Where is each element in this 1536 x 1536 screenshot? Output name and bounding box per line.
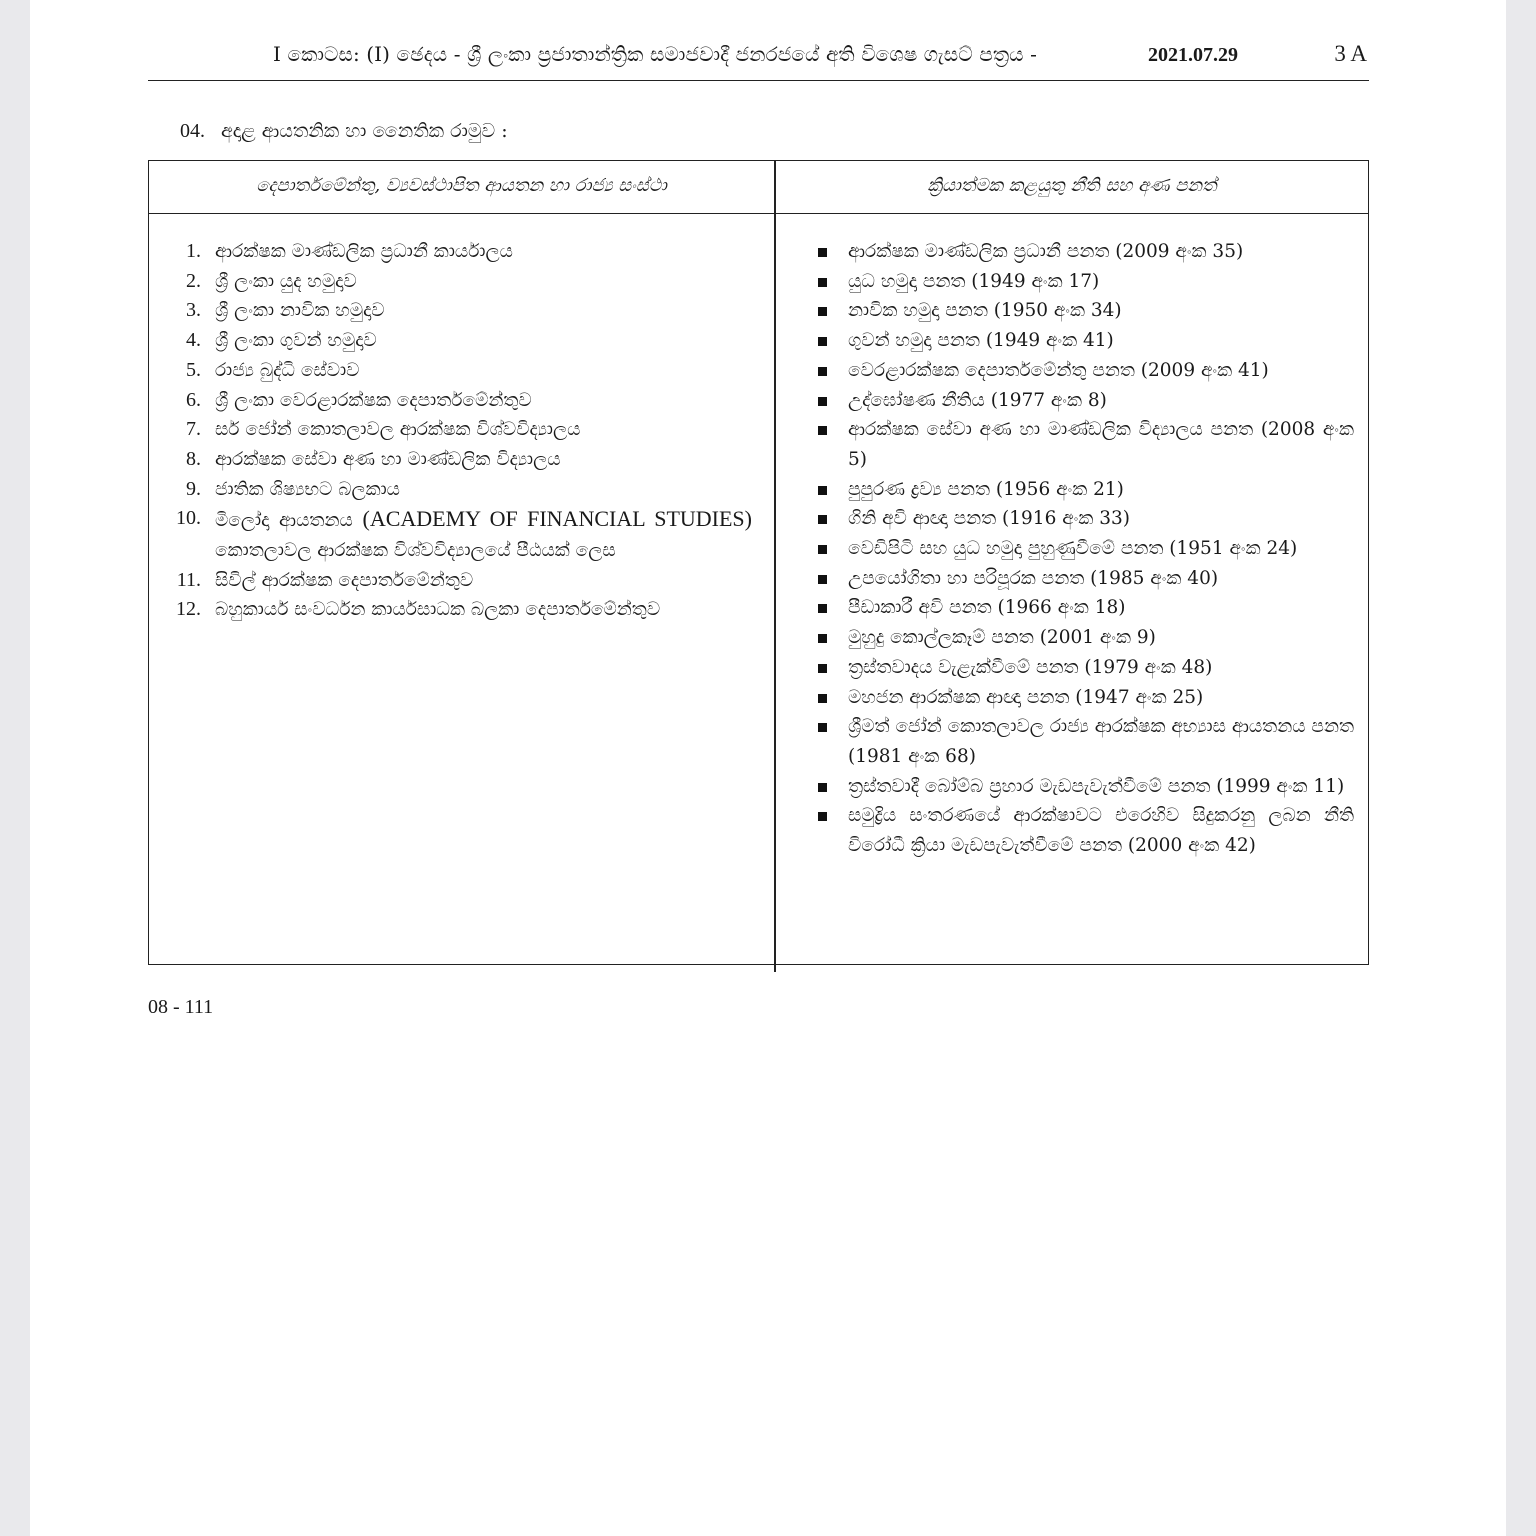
list-item bbox=[776, 712, 1368, 771]
list-item bbox=[149, 267, 774, 297]
list-item bbox=[776, 653, 1368, 683]
list-item bbox=[776, 623, 1368, 653]
list-item bbox=[776, 237, 1368, 267]
item-text: ශ්‍රී ලංකා යුද හමුදාව bbox=[215, 270, 357, 292]
list-item bbox=[149, 566, 774, 596]
list-item bbox=[149, 445, 774, 475]
list-item bbox=[149, 237, 774, 267]
item-number: 11. bbox=[176, 568, 201, 591]
list-item bbox=[776, 415, 1368, 474]
gazette-page bbox=[30, 0, 1506, 1536]
item-text: වෙරළාරක්ෂක දෙපාර්තමේන්තු පනත (2009 අංක 41) bbox=[848, 359, 1269, 381]
list-item bbox=[776, 593, 1368, 623]
table-header-institutions: දෙපාර්තමේන්තු, ව්‍යවස්ථාපිත ආයතන හා රාජ්‍ය සංස්ථා bbox=[256, 175, 667, 196]
laws-list bbox=[776, 237, 1368, 861]
item-number: 8. bbox=[186, 447, 201, 470]
item-text: රාජ්‍ය බුද්ධි සේවාව bbox=[215, 359, 360, 381]
item-number: 3. bbox=[186, 299, 201, 322]
item-text: මිලෝදා ආයතනය bbox=[215, 510, 363, 532]
section-number: 04. bbox=[180, 120, 205, 142]
square-bullet-icon bbox=[818, 515, 827, 524]
item-text: ශ්‍රී ලංකා නාවික හමුදාව bbox=[215, 300, 385, 322]
list-item bbox=[776, 386, 1368, 416]
item-text: ශ්‍රී ලංකා වෙරළාරක්ෂක දෙපාර්තමේන්තුව bbox=[215, 389, 532, 411]
item-text: ආරක්ෂක සේවා අණ හා මාණ්ඩලික විද්‍යාලය පනත (2008 අංක 5) bbox=[848, 419, 1354, 470]
item-text: මුහුදු කොල්ලකෑම් පනත (2001 අංක 9) bbox=[848, 627, 1156, 649]
section-heading bbox=[180, 120, 508, 143]
square-bullet-icon bbox=[818, 604, 827, 613]
item-number: 7. bbox=[186, 418, 201, 441]
square-bullet-icon bbox=[818, 723, 827, 732]
square-bullet-icon bbox=[818, 307, 827, 316]
square-bullet-icon bbox=[818, 367, 827, 376]
item-text: නාවික හමුදා පනත (1950 අංක 34) bbox=[848, 300, 1122, 322]
item-text: සමුද්‍රිය සංතරණයේ ආරක්ෂාවට එරෙහිව සිදුකරනු ලබන නීති විරෝධී ක්‍රියා මැඩපැවැත්වීමේ පනත (2000 අංක 42) bbox=[848, 805, 1354, 857]
item-text: පුපුරණ ද්‍රව්‍ය පනත (1956 අංක 21) bbox=[848, 478, 1124, 500]
item-text: පීඩාකාරී අවි පනත (1966 අංක 18) bbox=[848, 597, 1126, 619]
item-text: ආරක්ෂක මාණ්ඩලික ප්‍රධානී පනත (2009 අංක 35) bbox=[848, 241, 1244, 262]
framework-table bbox=[148, 160, 1369, 965]
item-number: 10. bbox=[176, 507, 201, 530]
item-text: උපයෝගිතා හා පරිපූරක පනත (1985 අංක 40) bbox=[848, 567, 1219, 589]
list-item bbox=[776, 564, 1368, 594]
table-header-laws: ක්‍රියාත්මක කළයුතු නීති සහ අණ පනත් bbox=[927, 175, 1217, 196]
list-item bbox=[776, 801, 1368, 860]
header-page-number: 3 A bbox=[1334, 41, 1367, 66]
list-item bbox=[149, 356, 774, 386]
section-title: අදාළ ආයතනික හා නෛතික රාමුව : bbox=[221, 120, 508, 142]
square-bullet-icon bbox=[818, 426, 827, 435]
item-number: 2. bbox=[186, 269, 201, 292]
square-bullet-icon bbox=[818, 248, 827, 257]
item-text: යුධ හමුදා පනත (1949 අංක 17) bbox=[848, 270, 1100, 292]
square-bullet-icon bbox=[818, 337, 827, 346]
square-bullet-icon bbox=[818, 278, 827, 287]
list-item bbox=[149, 504, 774, 565]
item-text: උද්ඝෝෂණ නීතිය (1977 අංක 8) bbox=[848, 389, 1107, 411]
institutions-list bbox=[149, 237, 774, 625]
square-bullet-icon bbox=[818, 575, 827, 584]
list-item bbox=[149, 475, 774, 505]
item-text: වෙඩිපිටි සහ යුධ හමුදා පුහුණුවීමේ පනත (1951 අංක 24) bbox=[848, 538, 1298, 560]
document-code: 08 - 111 bbox=[148, 996, 214, 1018]
header-date: 2021.07.29 bbox=[1148, 44, 1238, 66]
item-text: මහජන ආරක්ෂක ආඥා පනත (1947 අංක 25) bbox=[848, 686, 1204, 708]
list-item bbox=[149, 296, 774, 326]
item-text: ශ්‍රී ලංකා ගුවන් හමුදාව bbox=[215, 330, 377, 352]
list-item bbox=[149, 326, 774, 356]
list-item bbox=[776, 296, 1368, 326]
square-bullet-icon bbox=[818, 545, 827, 554]
list-item bbox=[776, 683, 1368, 713]
list-item bbox=[149, 415, 774, 445]
item-text: ශ්‍රීමත් ජෝන් කොතලාවල රාජ්‍ය ආරක්ෂක අභ්‍යාස ආයතනය පනත (1981 අංක 68) bbox=[848, 716, 1354, 767]
item-number: 1. bbox=[186, 240, 201, 262]
square-bullet-icon bbox=[818, 783, 827, 792]
item-text: ආරක්ෂක සේවා අණ හා මාණ්ඩලික විද්‍යාලය bbox=[215, 448, 561, 470]
item-number: 5. bbox=[186, 358, 201, 381]
list-item bbox=[776, 504, 1368, 534]
list-item bbox=[776, 356, 1368, 386]
square-bullet-icon bbox=[818, 812, 827, 821]
item-number: 9. bbox=[186, 477, 201, 500]
list-item bbox=[149, 386, 774, 416]
square-bullet-icon bbox=[818, 486, 827, 495]
item-text-cont: කොතලාවල ආරක්ෂක විශ්වවිද්‍යාලයේ පීඨයක් ලෙස bbox=[215, 540, 616, 562]
item-text-latin: (ACADEMY OF FINANCIAL STUDIES) bbox=[362, 506, 752, 532]
item-text: ආරක්ෂක මාණ්ඩලික ප්‍රධානී කාර්යාලය bbox=[215, 241, 513, 262]
item-text: ත්‍රස්තවාදී බෝම්බ ප්‍රහාර මැඩපැවැත්වීමේ පනත (1999 අංක 11) bbox=[848, 775, 1345, 797]
page-header bbox=[148, 40, 1369, 81]
list-item bbox=[776, 326, 1368, 356]
item-text: සිවිල් ආරක්ෂක දෙපාර්තමේන්තුව bbox=[215, 569, 474, 591]
list-item bbox=[776, 772, 1368, 802]
item-text: ගුවන් හමුදා පනත (1949 අංක 41) bbox=[848, 330, 1114, 352]
item-number: 4. bbox=[186, 329, 201, 352]
list-item bbox=[149, 595, 774, 625]
header-title: I කොටස: (I) ඡෙදය - ශ්‍රී ලංකා ප්‍රජාතාන්ත්‍රික සමාජවාදී ජනරජයේ අති විශෙෂ ගැසට් පත්‍රය - bbox=[273, 42, 1037, 66]
item-number: 12. bbox=[176, 598, 201, 621]
item-number: 6. bbox=[186, 388, 201, 411]
square-bullet-icon bbox=[818, 664, 827, 673]
item-text: සර් ජෝන් කොතලාවල ආරක්ෂක විශ්වවිද්‍යාලය bbox=[215, 419, 581, 441]
square-bullet-icon bbox=[818, 694, 827, 703]
square-bullet-icon bbox=[818, 634, 827, 643]
list-item bbox=[776, 267, 1368, 297]
item-text: ත්‍රස්තවාදය වැළැක්වීමේ පනත (1979 අංක 48) bbox=[848, 656, 1213, 678]
item-text: ජාතික ශිෂ්‍යභට බලකාය bbox=[215, 478, 400, 500]
item-text: බහුකාර්ය සංවර්ධන කාර්යසාධක බලකා දෙපාර්තමේන්තුව bbox=[215, 599, 661, 621]
item-text: ගිනි අවි ආඥා පනත (1916 අංක 33) bbox=[848, 508, 1130, 530]
list-item bbox=[776, 475, 1368, 505]
table-header-row bbox=[149, 161, 1368, 214]
list-item bbox=[776, 534, 1368, 564]
square-bullet-icon bbox=[818, 397, 827, 406]
